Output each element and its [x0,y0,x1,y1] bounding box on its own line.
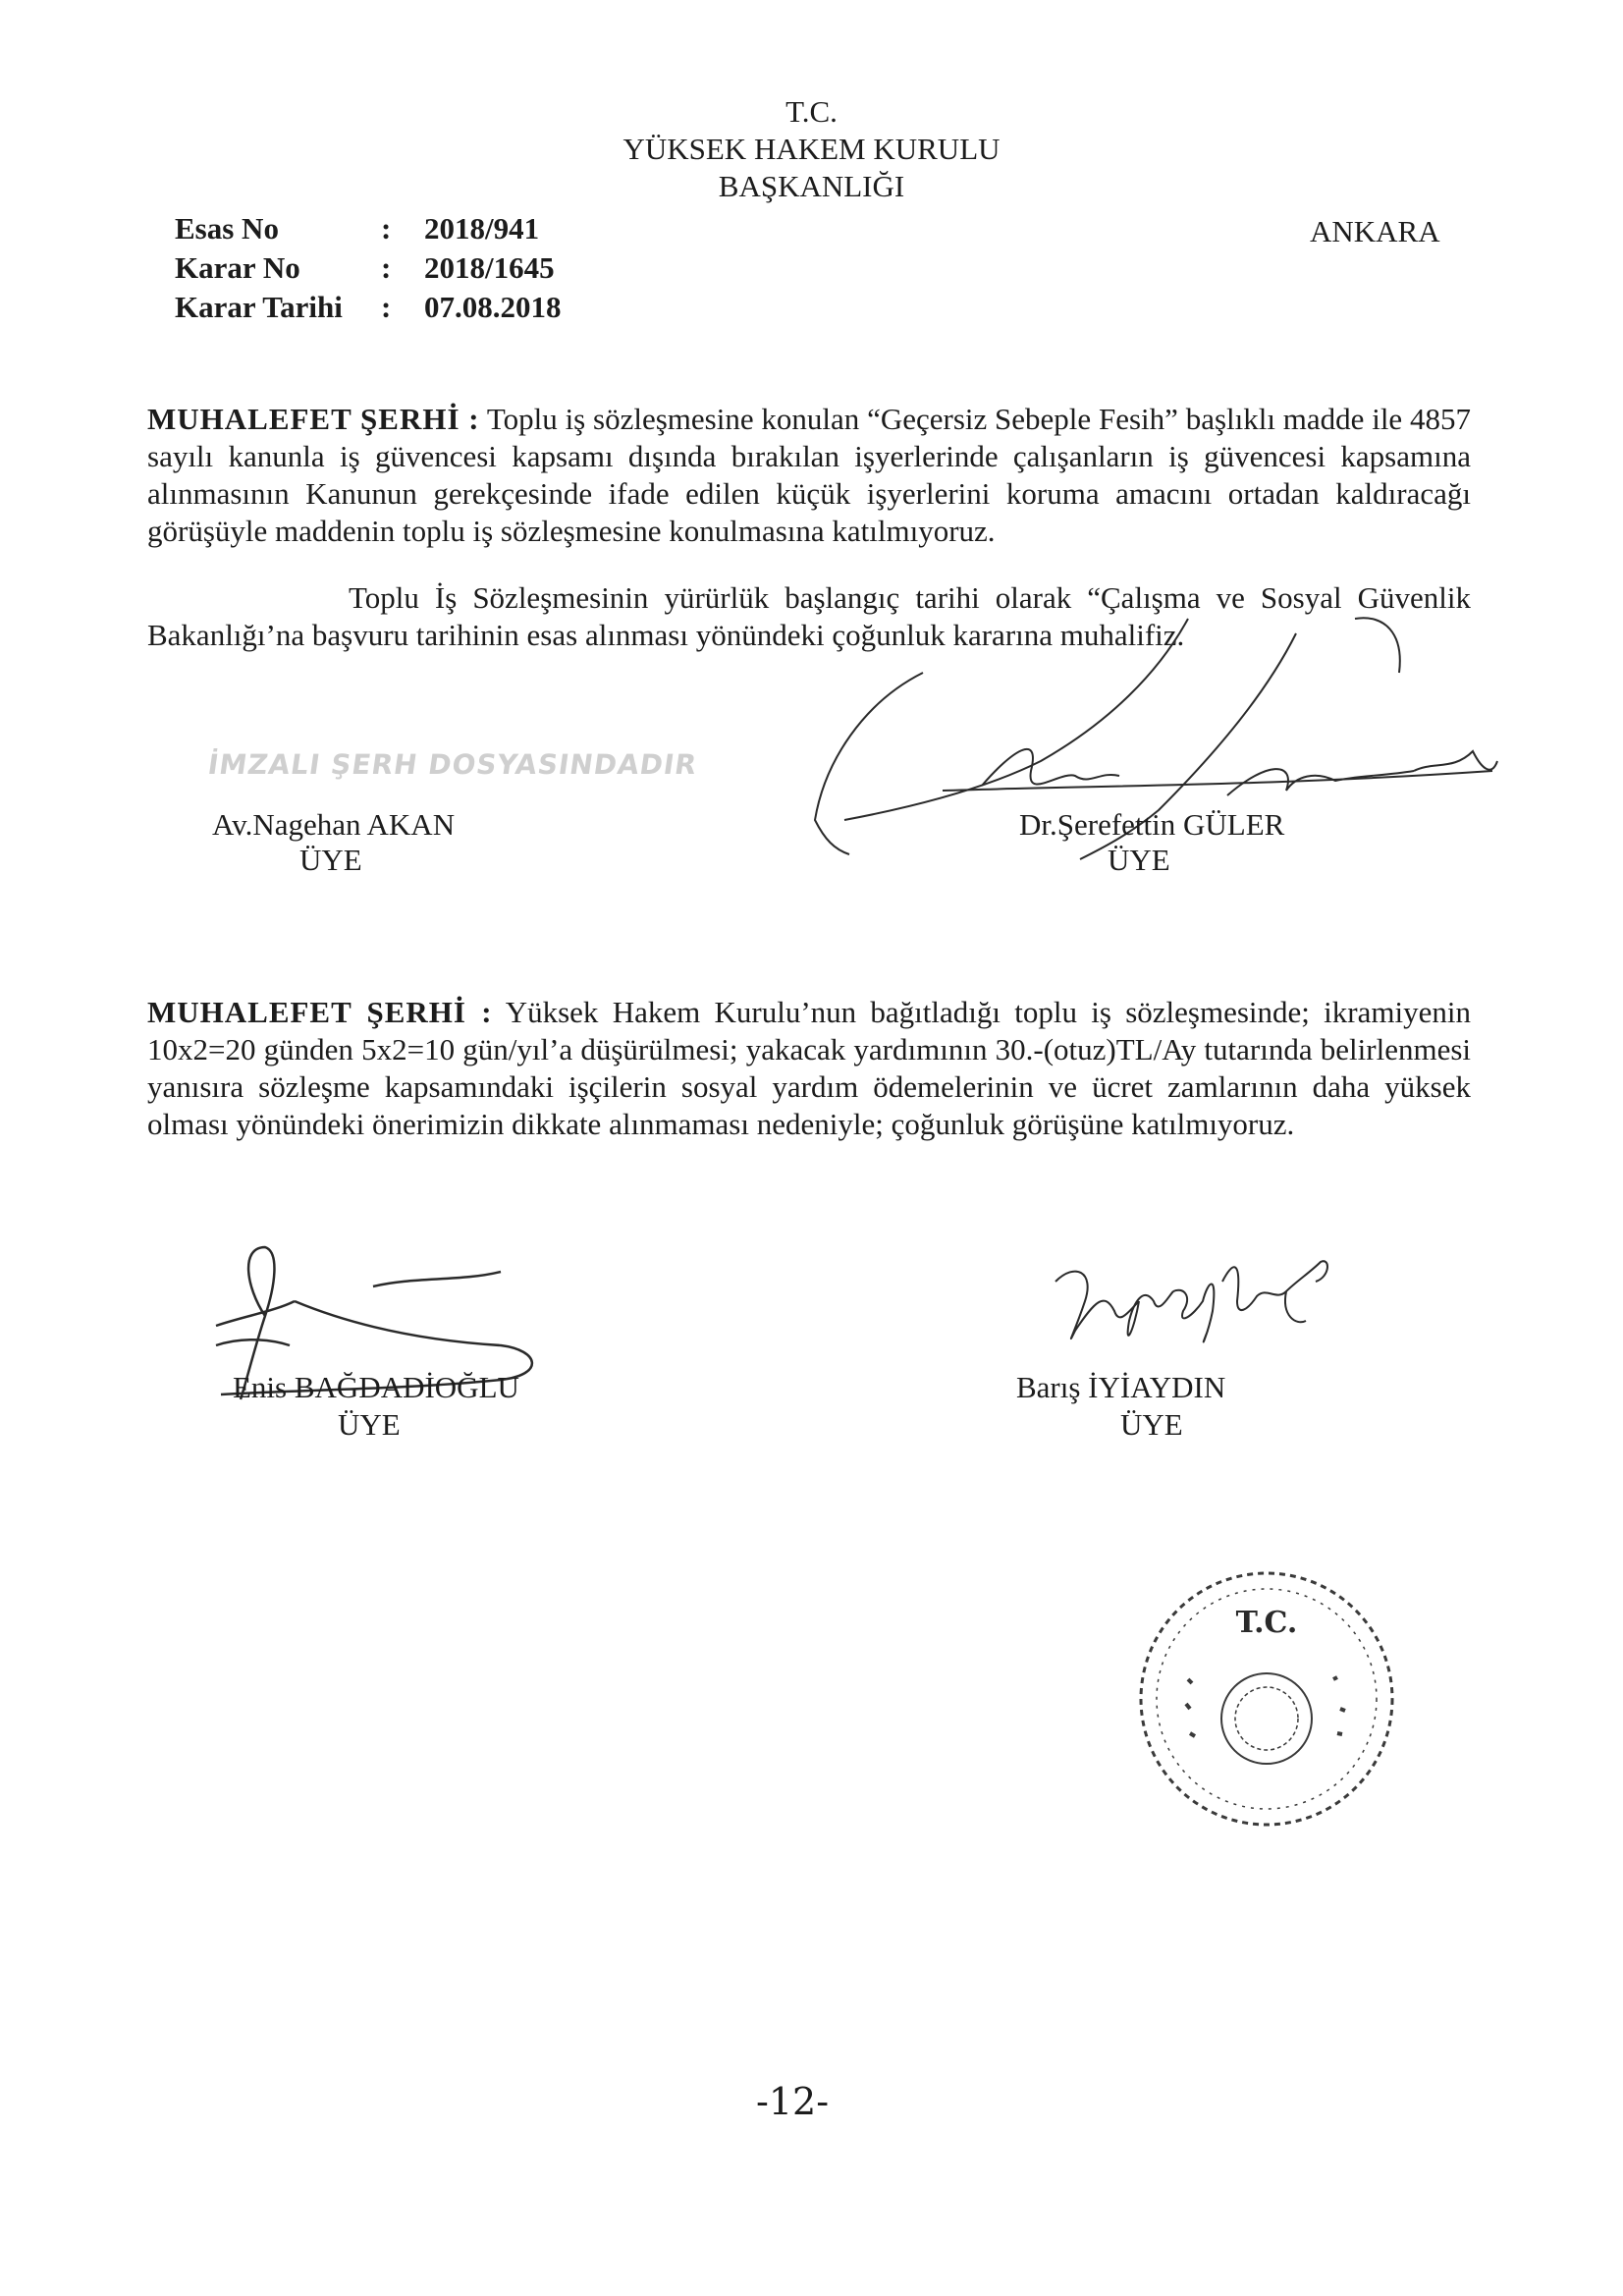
signatory-bagdadioglu-role: ÜYE [338,1407,401,1442]
case-no-label: Esas No [175,211,279,246]
decision-no-value: 2018/1645 [424,250,555,285]
decision-no-colon: : [381,250,392,285]
signatory-akan-name: Av.Nagehan AKAN [212,807,456,842]
official-seal-icon [1129,1561,1404,1836]
header-institution: YÜKSEK HAKEM KURULU [622,132,1001,166]
signatory-iyiaydin-name: Barış İYİAYDIN [1016,1370,1226,1404]
signed-copy-stamp: İMZALI ŞERH DOSYASINDADIR [205,748,700,781]
dissent-paragraph-1 [147,401,1471,550]
dissent-2-text: Yüksek Hakem Kurulu’nun bağıtladığı toplu iş sözleşmesinde; ikramiyenin 10x2=20 günden 5x2=10 gün/yıl’a düşürülmesi; yakacak yardımının 30.-(otuz)TL/Ay tutarında belirlenmesi yanısıra sözleşme kapsamındaki işçilerin sosyal yardım ödemelerinin ve ücret zamlarının daha yüksek olması yönündeki önerimizin dikkate alınmaması nedeniyle; çoğunluk görüşüne katılmıyoruz. [147,995,1471,1141]
dissent-paragraph-2 [147,994,1471,1143]
signature-iyiaydin-icon [1036,1242,1370,1370]
header-tc: T.C. [785,94,838,129]
decision-date-colon: : [381,290,392,324]
case-no-value: 2018/941 [424,211,540,246]
case-no-colon: : [381,211,392,246]
signatory-iyiaydin-role: ÜYE [1120,1407,1183,1442]
signatory-guler-name: Dr.Şerefettin GÜLER [1019,807,1285,842]
dissent-1-text-2: Toplu İş Sözleşmesinin yürürlük başlangıç tarihi olarak “Çalışma ve Sosyal Güvenlik Bakanlığı’na başvuru tarihinin esas alınması yönündeki çoğunluk kararına muhalifiz. [147,580,1471,652]
decision-date-value: 07.08.2018 [424,290,562,324]
signatory-guler-role: ÜYE [1108,843,1170,877]
signatory-bagdadioglu-name: Enis BAĞDADİOĞLU [233,1370,519,1404]
dissent-1-heading: MUHALEFET ŞERHİ : [147,402,480,436]
signatory-akan-role: ÜYE [299,843,362,877]
header-presidency: BAŞKANLIĞI [718,169,905,203]
dissent-2-heading: MUHALEFET ŞERHİ : [147,995,493,1029]
decision-date-label: Karar Tarihi [175,290,343,324]
dissent-1-text: Toplu iş sözleşmesine konulan “Geçersiz Sebeple Fesih” başlıklı madde ile 4857 sayılı kanunla iş güvencesi kapsamı dışında bırakılan işyerlerinde çalışanların iş güvencesi kapsamına alınmasının Kanunun gerekçesinde ifade edilen küçük işyerlerini koruma amacını ortadan kaldıracağı görüşüyle maddenin toplu iş sözleşmesine konulmasına katılmıyoruz. [147,402,1471,548]
header-city: ANKARA [1310,214,1440,248]
seal-text: T.C. [1235,1606,1298,1640]
page-number: -12- [756,2080,830,2123]
decision-no-label: Karar No [175,250,300,285]
